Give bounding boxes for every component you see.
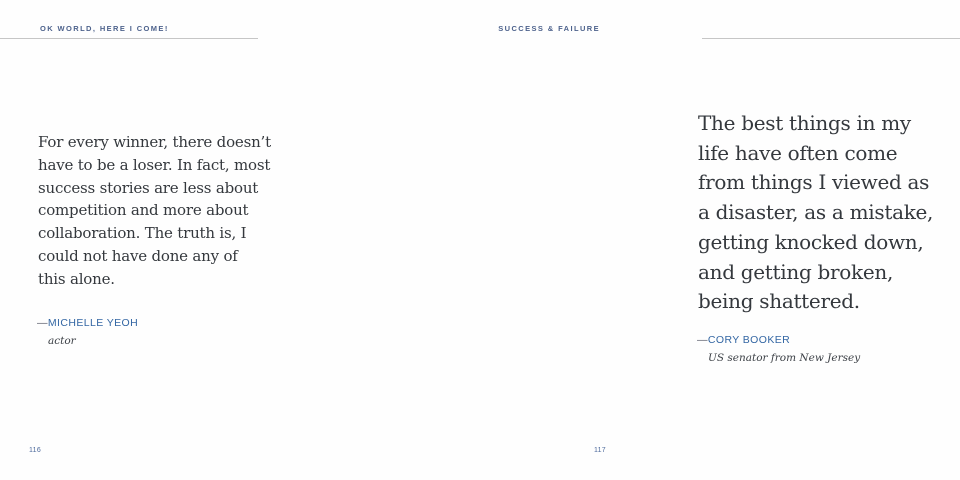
quote-line: collaboration. The truth is, I	[38, 224, 247, 243]
quote-line: this alone.	[38, 269, 115, 288]
attribution-name: CORY BOOKER	[707, 334, 791, 346]
attribution-name-line	[37, 317, 138, 329]
attribution-role: actor	[48, 335, 76, 347]
quote-line: could not have done any of	[38, 246, 238, 265]
attribution-name: MICHELLE YEOH	[47, 317, 139, 329]
quote-line: competition and more about	[38, 201, 249, 220]
quote-line: For every winner, there doesn’t	[38, 133, 271, 151]
quote-line: success stories are less about	[38, 178, 259, 197]
left-page-number: 116	[29, 447, 42, 454]
right-running-header: SUCCESS & FAILURE	[498, 24, 600, 33]
quote-line: from things I viewed as	[698, 170, 930, 195]
quote-line: being shattered.	[698, 289, 860, 314]
left-quote	[38, 131, 282, 291]
right-quote	[698, 109, 936, 317]
quote-line: a disaster, as a mistake,	[698, 200, 934, 225]
attribution-dash: —	[697, 334, 708, 346]
right-page-number: 117	[593, 447, 606, 454]
quote-line: have to be a loser. In fact, most	[38, 155, 271, 174]
right-page	[320, 0, 934, 480]
quote-line: getting knocked down,	[698, 229, 924, 254]
left-page	[0, 0, 320, 480]
attribution-dash: —	[37, 317, 48, 329]
attribution-role: US senator from New Jersey	[708, 352, 861, 364]
right-attribution	[697, 334, 860, 364]
left-attribution	[37, 317, 138, 347]
quote-line: The best things in my	[698, 111, 911, 135]
left-header-rule	[0, 38, 258, 39]
quote-line: life have often come	[698, 140, 898, 165]
quote-line: and getting broken,	[698, 259, 894, 284]
left-running-header: OK WORLD, HERE I COME!	[40, 24, 169, 33]
right-header-rule	[702, 38, 960, 39]
attribution-name-line	[697, 334, 860, 346]
